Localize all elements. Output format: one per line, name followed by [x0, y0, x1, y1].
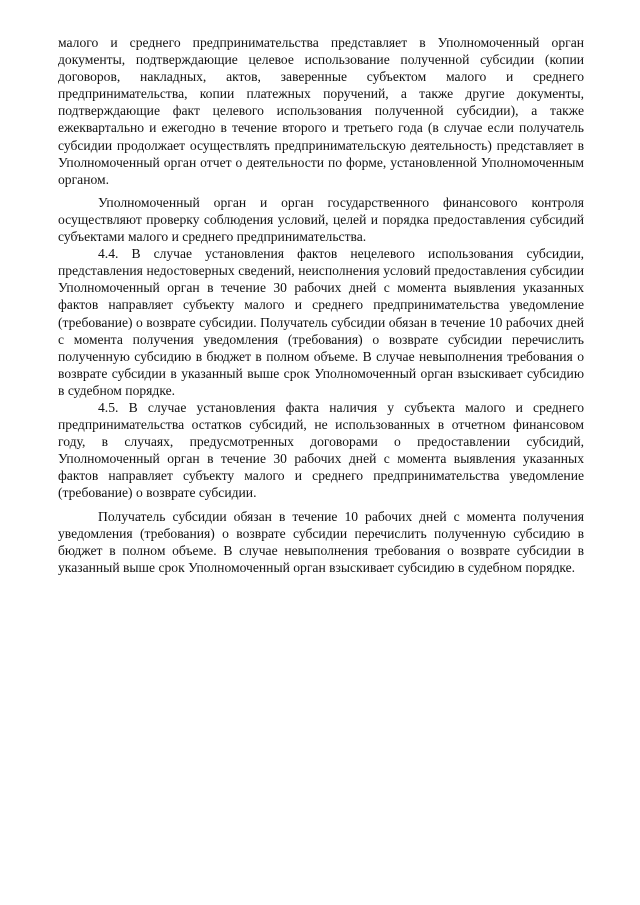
document-page — [58, 34, 584, 576]
paragraph-4-4: 4.4. В случае установления фактов нецелевого использования субсидии, представления недостоверных сведений, неисполнения условий предоставления субсидии Уполномоченный орган в течение 30 рабочих дней с момента выявления указанных фактов направляет субъекту малого и среднего предпринимательства уведомление (требование) о возврате субсидии. Получатель субсидии обязан в течение 10 рабочих дней с момента получения уведомления (требования) о возврате субсидии перечислить полученную субсидию в бюджет в полном объеме. В случае невыполнения требования о возврате субсидии в указанный выше срок Уполномоченный орган взыскивает субсидию в судебном порядке. — [58, 246, 584, 398]
paragraph-recipient-obligation: Получатель субсидии обязан в течение 10 рабочих дней с момента получения уведомления (требования) о возврате субсидии перечислить полученную субсидию в бюджет в полном объеме. В случае невыполнения требования о возврате субсидии в указанный выше срок Уполномоченный орган взыскивает субсидию в судебном порядке. — [58, 508, 584, 575]
paragraph-4-5: 4.5. В случае установления факта наличия у субъекта малого и среднего предпринимательства остатков субсидий, не использованных в отчетном финансовом году, в случаях, предусмотренных договорами о предоставлении субсидий, Уполномоченный орган в течение 30 рабочих дней с момента выявления указанных фактов направляет субъекту малого и среднего предпринимательства уведомление (требование) о возврате субсидии. — [58, 399, 584, 501]
paragraph-control-check: Уполномоченный орган и орган государственного финансового контроля осуществляют проверку соблюдения условий, целей и порядка предоставления субсидий субъектами малого и среднего предпринимательства. — [58, 194, 584, 245]
paragraph-report-requirements: малого и среднего предпринимательства представляет в Уполномоченный орган документы, подтверждающие целевое использование полученной субсидии (копии договоров, накладных, актов, заверенные субъектом малого и среднего предпринимательства, копии платежных поручений, а также другие документы, подтверждающие факт целевого использования полученной субсидии), а также ежеквартально и ежегодно в течение второго и третьего года (в случае если получатель субсидии продолжает осуществлять предпринимательскую деятельность) представляет в Уполномоченный орган отчет о деятельности по форме, установленной Уполномоченным органом. — [58, 35, 584, 187]
